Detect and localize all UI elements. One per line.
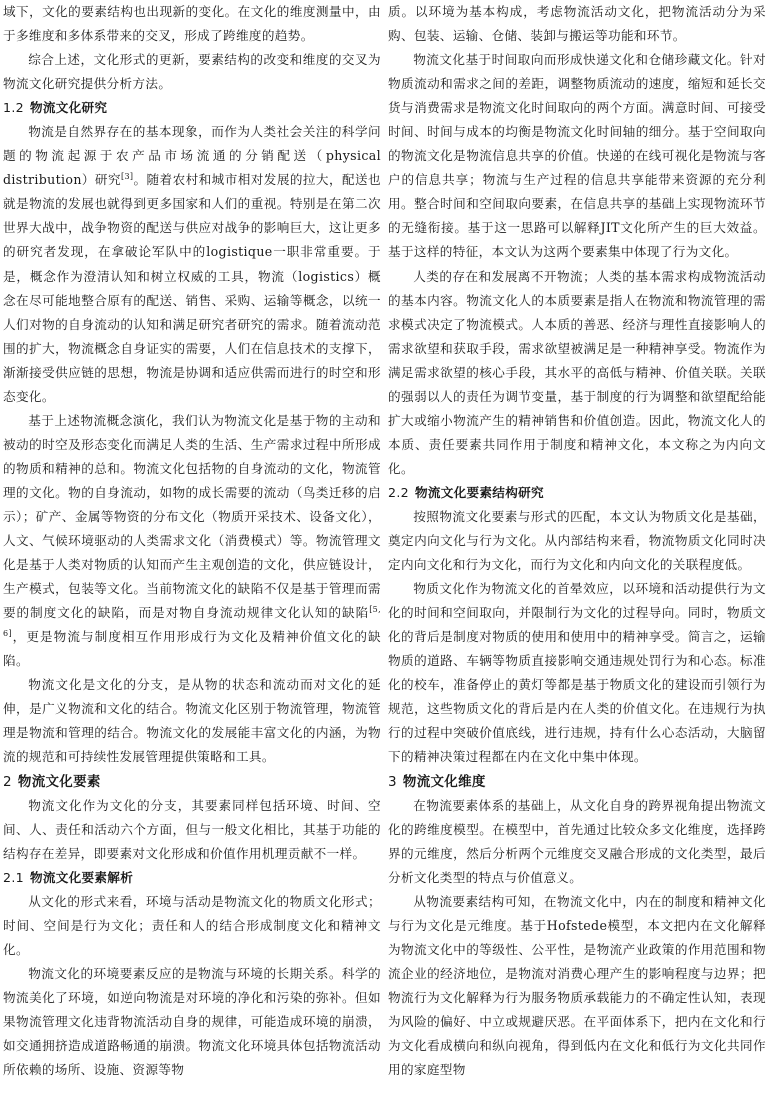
left-column xyxy=(3,0,381,1112)
section-number: 2.2 xyxy=(388,484,409,500)
section-title: 物流文化维度 xyxy=(402,773,486,790)
section-number: 2.1 xyxy=(3,869,24,885)
section-title: 物流文化研究 xyxy=(29,100,108,116)
paragraph: 物流文化作为文化的分支，其要素同样包括环境、时间、空间、人、责任和活动六个方面，但与一般文化相比，其基于功能的结构存在差异，即要素对文化形成和价值作用机理贡献不一样。 xyxy=(3,797,381,861)
paragraph: 物流文化的环境要素反应的是物流与环境的长期关系。科学的物流美化了环境，如逆向物流是对环境的净化和污染的弥补。但如果物流管理文化违背物流活动自身的规律，可能造成环境的崩溃，如交通拥挤造成道路畅通的崩溃。物流文化环境具体包括物流活动所依赖的场所、设施、资源等物 xyxy=(3,965,381,1078)
paragraph: 物流文化是文化的分支，是从物的状态和流动而对文化的延伸，是广义物流和文化的结合。物流文化区别于物流管理，物流管理是物流和管理的结合。物流文化的发展能丰富文化的内涵，为物流的规范和可持续性发展管理提供策略和工具。 xyxy=(3,677,381,765)
citation: [3] xyxy=(121,172,134,182)
paragraph-text: 基于上述物流概念演化，我们认为物流文化是基于物的主动和被动的时空及形态变化而满足人类的生活、生产需求过程中所形成的物质和精神的总和。物流文化包括物的自身流动的文化，物流管理的文化。物的自身流动，如物的成长需要的流动（鸟类迁移的启示）；矿产、金属等物资的分布文化（物质开采技术、设备文化），人文、气候环境驱动的人类需求文化（消费模式）等。物流管理文化是基于人类对物质的认知而产生主观创造的文化，供应链设计，生产模式，包装等文化。当前物流文化的缺陷不仅是基于管理而需要的制度文化的缺陷，而是对物自身流动规律文化认知的缺陷 xyxy=(3,412,381,621)
paragraph-text: ，更是物流与制度相互作用形成行为文化及精神价值文化的缺陷。 xyxy=(3,629,381,669)
paragraph xyxy=(3,120,381,409)
section-title: 物流文化要素 xyxy=(17,773,101,790)
paragraph: 物质文化作为物流文化的首晕效应，以环境和活动提供行为文化的时间和空间取向，并限制行为文化的过程导向。同时，物质文化的背后是制度对物质的使用和使用中的精神享受。简言之，运输物质的道路、车辆等物质直接影响交通违规处罚行为和心态。标准化的校车，准备停止的黄灯等都是基于物质文化的建设而引领行为规范，这些物质文化的背后是内在人类的价值文化。在违规行为执行的过程中突破价值底线，进行违规，持有什么心态活动，大脑留下的精神决策过程都在内在文化中集中体现。 xyxy=(388,581,766,765)
paragraph: 人类的存在和发展离不开物流；人类的基本需求构成物流活动的基本内容。物流文化人的本质要素是指人在物流和物流管理的需求模式决定了物流模式。人本质的善恶、经济与理性直接影响人的需求欲望和获取手段，需求欲望被满足是一种精神享受。物流作为满足需求欲望的核心手段，其水平的高低与精神、价值关联。关联的强弱以人的责任为调节变量，基于制度的行为调整和欲望配给能扩大或缩小物流产生的精神销售和价值创造。因此，物流文化人的本质、责任要素共同作用于制度和精神文化，本文称之为内向文化。 xyxy=(388,268,766,476)
section-number: 1.2 xyxy=(3,100,24,116)
section-title: 物流文化要素解析 xyxy=(29,869,134,885)
paragraph-text: 物流是自然界存在的基本现象，而作为人类社会关注的科学问题的物流起源于农产品市场流通的分销配送（physical distribution）研究 xyxy=(3,124,381,188)
section-heading-1-2 xyxy=(3,96,381,120)
section-heading-2-1 xyxy=(3,866,381,890)
paragraph: 质。以环境为基本构成，考虑物流活动文化，把物流活动分为采购、包装、运输、仓储、装卸与搬运等功能和环节。 xyxy=(388,4,766,44)
section-title: 物流文化要素结构研究 xyxy=(414,484,544,500)
section-number: 3 xyxy=(388,773,397,790)
paragraph: 域下，文化的要素结构也出现新的变化。在文化的维度测量中，由于多维度和多体系带来的交叉，形成了跨维度的趋势。 xyxy=(3,4,381,44)
paragraph xyxy=(3,409,381,674)
section-heading-3 xyxy=(388,770,766,794)
section-heading-2 xyxy=(3,770,381,794)
paragraph: 在物流要素体系的基础上，从文化自身的跨界视角提出物流文化的跨维度模型。在模型中，首先通过比较众多文化维度，选择跨界的元维度，然后分析两个元维度交叉融合形成的文化类型，最后分析文化类型的特点与价值意义。 xyxy=(388,797,766,885)
paragraph: 物流文化基于时间取向而形成快递文化和仓储珍藏文化。针对物质流动和需求之间的差距，调整物质流动的速度，缩短和延长交货与消费需求是物流文化时间取向的两个方面。满意时间、可接受时间、时间与成本的均衡是物流文化时间轴的细分。基于空间取向的物流文化是物流信息共享的价值。快递的在线可视化是物流与客户的信息共享；物流与生产过程的信息共享能带来资源的充分利用。整合时间和空间取向要素，在信息共享的基础上实现物流环节的无缝衔接。基于这一思路可以解释JIT文化所产生的巨大效益。基于这样的特征，本文认为这两个要素集中体现了行为文化。 xyxy=(388,52,766,260)
section-heading-2-2 xyxy=(388,481,766,505)
paragraph: 从物流要素结构可知，在物流文化中，内在的制度和精神文化与行为文化是元维度。基于Hofstede模型，本文把内在文化解释为物流文化中的等级性、公平性，是物流产业政策的作用范围和物流企业的经济地位，是物流对消费心理产生的影响程度与边界；把物流行为文化解释为行为服务物质承载能力的不确定性认知，表现为风险的偏好、中立或规避厌恶。在平面体系下，把内在文化和行为文化看成横向和纵向视角，得到低内在文化和低行为文化共同作用的家庭型物 xyxy=(388,893,766,1078)
paragraph: 按照物流文化要素与形式的匹配，本文认为物质文化是基础，奠定内向文化与行为文化。从内部结构来看，物流物质文化同时决定内向文化和行为文化，而行为文化和内向文化的关联程度低。 xyxy=(388,508,766,573)
citation: [5, 6] xyxy=(3,604,381,639)
section-number: 2 xyxy=(3,773,12,790)
paragraph: 从文化的形式来看，环境与活动是物流文化的物质文化形式；时间、空间是行为文化；责任和人的结合形成制度文化和精神文化。 xyxy=(3,893,381,957)
right-column xyxy=(388,0,766,1112)
paragraph-text: 。随着农村和城市相对发展的拉大，配送也就是物流的发展也就得到更多国家和人们的重视。特别是在第二次世界大战中，战争物资的配送与供应对战争的影响巨大，这让更多的研究者发现，在拿破论军队中的logistique一职非常重要。于是，概念作为澄清认知和树立权威的工具，物流（logistics）概念在尽可能地整合原有的配送、销售、采购、运输等概念，以统一人们对物的自身流动的认知和满足研究者研究的需求。随着流动范围的扩大，物流概念自身证实的需要，人们在信息技术的支撑下，渐渐接受供应链的思想，物流是协调和适应供需而进行的时空和形态变化。 xyxy=(3,172,381,404)
paragraph: 综合上述，文化形式的更新，要素结构的改变和维度的交叉为物流文化研究提供分析方法。 xyxy=(3,52,381,92)
